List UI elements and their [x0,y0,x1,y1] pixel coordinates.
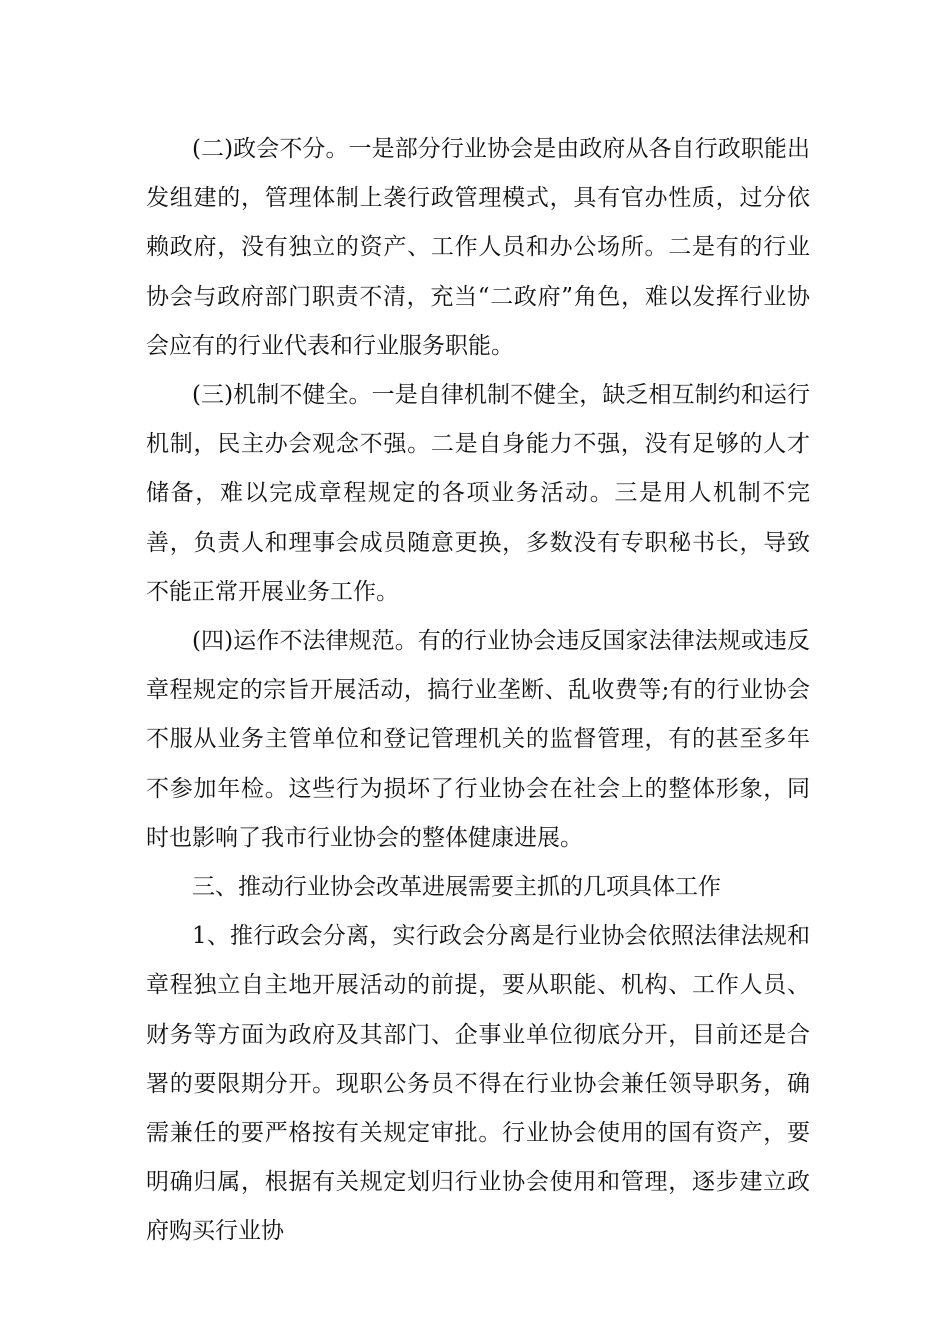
section-heading: 三、推动行业协会改革进展需要主抓的几项具体工作 [192,874,721,901]
paragraph-political-separation: (二)政会不分。一是部分行业协会是由政府从各自行政职能出发组建的，管理体制上袭行政管理模式，具有官办性质，过分依赖政府，没有独立的资产、工作人员和办公场所。二是有的行业协会与政府部门职责不清，充当“二政府”角色，难以发挥行业协会应有的行业代表和行业服务职能。 [146,136,810,359]
paragraph-reform-item-1: 1、推行政会分离，实行政会分离是行业协会依照法律法规和章程独立自主地开展活动的前提，要从职能、机构、工作人员、财务等方面为政府及其部门、企事业单位彻底分开，目前还是合署的要限期分开。现职公务员不得在行业协会兼任领导职务，确需兼任的要严格按有关规定审批。行业协会使用的国有资产，要明确归属，根据有关规定划归行业协会使用和管理，逐步建立政府购买行业协 [146,923,810,1245]
paragraph-operation: (四)运作不法律规范。有的行业协会违反国家法律法规或违反章程规定的宗旨开展活动，搞行业垄断、乱收费等;有的行业协会不服从业务主管单位和登记管理机关的监督管理，有的甚至多年不参加年检。这些行为损坏了行业协会在社会上的整体形象，同时也影响了我市行业协会的整体健康进展。 [146,628,810,851]
document-body [146,125,810,1257]
paragraph-mechanism: (三)机制不健全。一是自律机制不健全，缺乏相互制约和运行机制，民主办会观念不强。二是自身能力不强，没有足够的人才储备，难以完成章程规定的各项业务活动。三是用人机制不完善，负责人和理事会成员随意更换，多数没有专职秘书长，导致不能正常开展业务工作。 [146,382,810,605]
